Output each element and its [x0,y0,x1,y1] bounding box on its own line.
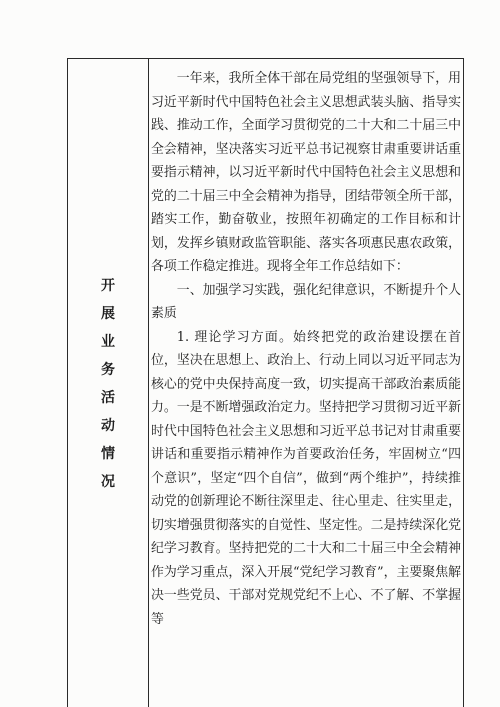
section-label-char: 况 [101,474,115,490]
section-label-char: 动 [101,418,115,434]
intro-paragraph: 一年来，我所全体干部在局党组的坚强领导下，用习近平新时代中国特色社会主义思想武装头脑、指导实践、推动工作，全面学习贯彻党的二十大和二十届三中全会精神，坚决落实习近平总书记视察甘肃重要讲话重要指示精神，以习近平新时代中国特色社会主义思想和党的二十届三中全会精神为指导，团结带领全所干部，踏实工作，勤奋敬业，按照年初确定的工作目标和计划，发挥乡镇财政监管职能、落实各项惠民惠农政策，各项工作稳定推进。现将全年工作总结如下： [151,71,461,274]
column-divider [148,59,149,707]
section-label [68,272,148,496]
section-label-char: 活 [101,390,115,406]
form-table [67,58,464,707]
section-label-char: 开 [101,278,115,294]
section-label-char: 业 [101,334,115,350]
section-label-cell [68,59,148,707]
theory-study-paragraph: 1. 理论学习方面。始终把党的政治建设摆在首位，坚决在思想上、政治上、行动上同以习近平同志为核心的党中央保持高度一致，切实提高干部政治素质能力。一是不断增强政治定力。坚持把学习贯彻习近平新时代中国特色社会主义思想和习近平总书记对甘肃重要讲话和重要指示精神作为首要政治任务，牢固树立“四个意识”，坚定“四个自信”，做到“两个维护”，持续推动党的创新理论不断往深里走、往心里走、往实里走，切实增强贯彻落实的自觉性、坚定性。二是持续深化党纪学习教育。坚持把党的二十大和二十届三中全会精神作为学习重点，深入开展“党纪学习教育”，主要聚焦解决一些党员、干部对党规党纪不上心、不了解、不掌握等 [151,329,461,627]
section-label-char: 展 [101,306,115,322]
content-cell [151,67,461,631]
section-label-char: 务 [101,362,115,378]
section-label-char: 情 [101,446,115,462]
section-heading: 一、加强学习实践，强化纪律意识，不断提升个人素质 [151,282,461,321]
